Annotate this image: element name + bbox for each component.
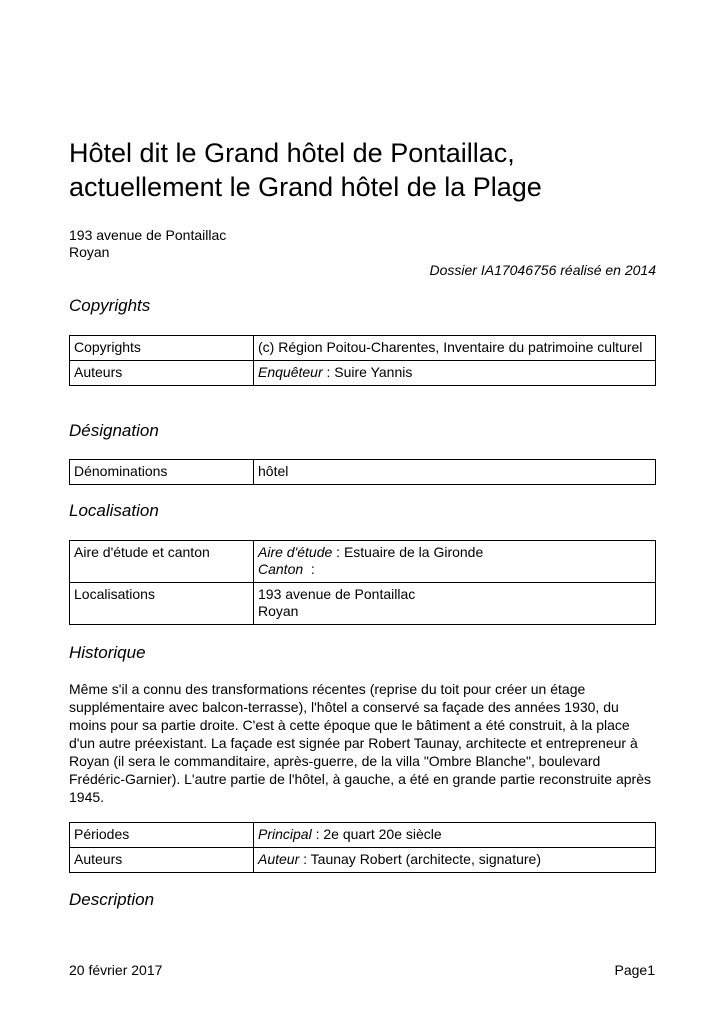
page-title [69, 136, 669, 204]
section-title-historique: Historique [69, 643, 146, 662]
table-value: (c) Région Poitou-Charentes, Inventaire du patrimoine culturel [254, 336, 656, 361]
dossier-reference: Dossier IA17046756 réalisé en 2014 [429, 262, 656, 278]
section-title-copyrights: Copyrights [69, 296, 151, 315]
field-label: Canton [258, 561, 304, 577]
table-row [70, 361, 656, 386]
table-key: Copyrights [70, 336, 254, 361]
table-value: hôtel [254, 460, 656, 485]
table-key: Auteurs [70, 361, 254, 386]
address-block [69, 227, 226, 261]
table-value [254, 361, 656, 386]
field-value: : 2e quart 20e siècle [311, 826, 442, 842]
section-title-localisation: Localisation [69, 501, 159, 520]
historique-paragraph: Même s'il a connu des transformations récentes (reprise du toit pour créer un étage supplémentaire avec balcon-terrasse), l'hôtel a conservé sa façade des années 1930, du moins pour sa partie droite. C'est à cette époque que le bâtiment a été construit, à la place d'un autre préexistant. La façade est signée par Robert Taunay, architecte et entrepreneur à Royan (il sera le commanditaire, après-guerre, de la villa "Ombre Blanche", boulevard Frédéric-Garnier). L'autre partie de l'hôtel, à gauche, a été en grande partie reconstruite après 1945. [69, 681, 652, 805]
field-value: : Suire Yannis [322, 364, 413, 380]
historique-table [69, 822, 656, 873]
address-city: Royan [69, 244, 110, 260]
table-key: Auteurs [70, 848, 254, 873]
footer-date: 20 février 2017 [69, 962, 163, 978]
field-value: 193 avenue de Pontaillac [258, 586, 416, 602]
field-label: Auteur [258, 851, 300, 867]
copyrights-table [69, 335, 656, 386]
table-row [70, 336, 656, 361]
field-value: Royan [258, 603, 299, 619]
table-value [254, 541, 656, 583]
field-label: Aire d'étude [258, 544, 333, 560]
section-title-description: Description [69, 890, 155, 909]
table-row [70, 583, 656, 625]
title-line-2: actuellement le Grand hôtel de la Plage [69, 172, 542, 202]
designation-table [69, 459, 656, 485]
page-number: Page1 [614, 962, 655, 978]
table-row [70, 460, 656, 485]
table-key: Périodes [70, 823, 254, 848]
table-value [254, 848, 656, 873]
localisation-table [69, 540, 656, 625]
field-value: : [303, 561, 315, 577]
title-line-1: Hôtel dit le Grand hôtel de Pontaillac, [69, 138, 515, 168]
field-label: Enquêteur [258, 364, 323, 380]
field-value: : Estuaire de la Gironde [332, 544, 484, 560]
table-row [70, 848, 656, 873]
field-label: Principal [258, 826, 312, 842]
table-row [70, 823, 656, 848]
table-row [70, 541, 656, 583]
table-value [254, 823, 656, 848]
table-value [254, 583, 656, 625]
table-key: Localisations [70, 583, 254, 625]
table-key: Dénominations [70, 460, 254, 485]
field-value: : Taunay Robert (architecte, signature) [299, 851, 542, 867]
table-key: Aire d'étude et canton [70, 541, 254, 583]
section-title-designation: Désignation [69, 421, 159, 440]
address-street: 193 avenue de Pontaillac [69, 227, 227, 243]
